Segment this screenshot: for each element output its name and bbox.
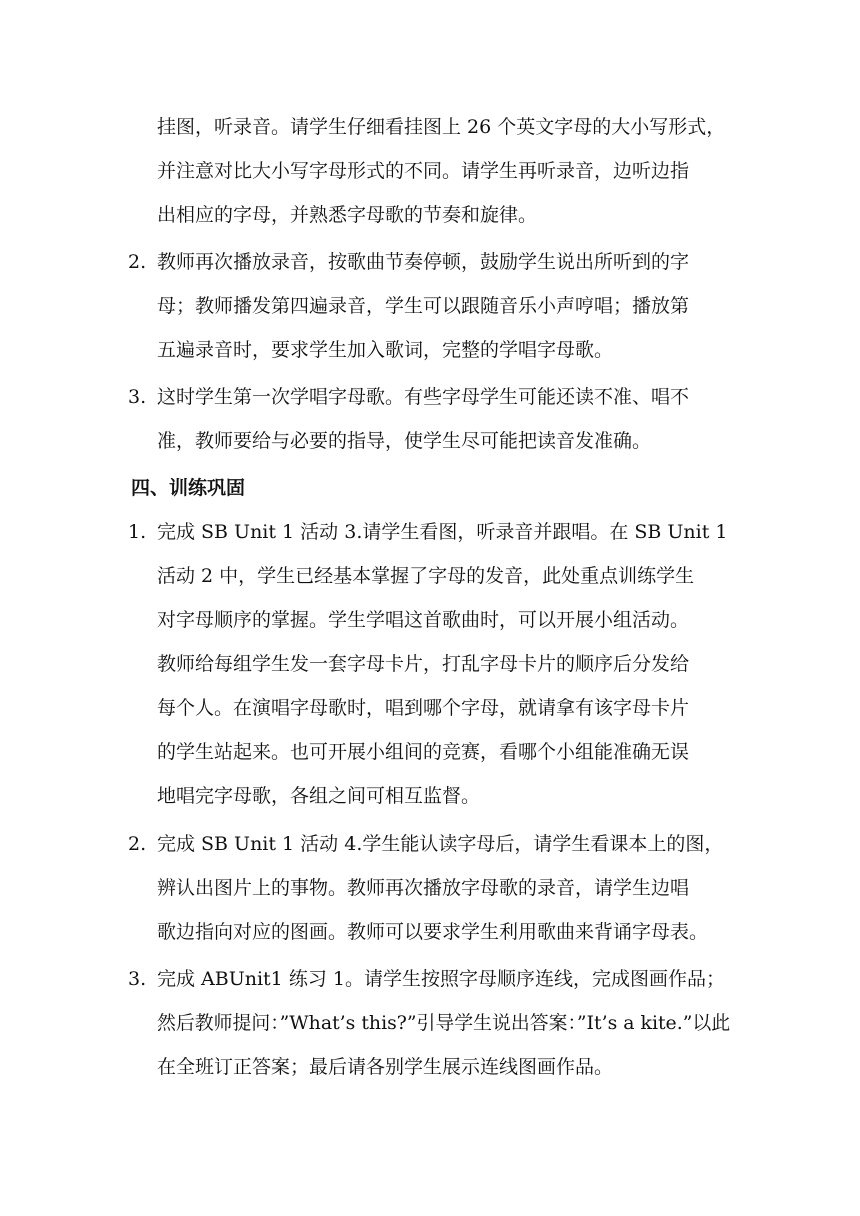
intro-line-3: 出相应的字母，并熟悉字母歌的节奏和旋律。	[157, 204, 538, 226]
list-item-line: 教师再次播放录音，按歌曲节奏停顿，鼓励学生说出所听到的字	[157, 251, 690, 273]
list-item-line: 完成 ABUnit1 练习 1。请学生按照字母顺序连线，完成图画作品；	[157, 968, 725, 990]
list-item-line: 母；教师播发第四遍录音，学生可以跟随音乐小声哼唱；播放第	[157, 295, 690, 317]
list-item-line: 对字母顺序的掌握。学生学唱这首歌曲时，可以开展小组活动。	[157, 609, 690, 631]
section-heading: 四、训练巩固	[131, 477, 246, 499]
list-item-line: 完成 SB Unit 1 活动 3.请学生看图，听录音并跟唱。在 SB Unit 1	[157, 521, 728, 543]
list-item-number: 3.	[128, 968, 147, 990]
list-item-number: 2.	[128, 833, 147, 855]
list-item-number: 1.	[128, 521, 147, 543]
intro-line-2: 并注意对比大小写字母形式的不同。请学生再听录音，边听边指	[157, 160, 690, 182]
list-item-line: 每个人。在演唱字母歌时，唱到哪个字母，就请拿有该字母卡片	[157, 697, 690, 719]
list-item-line: 歌边指向对应的图画。教师可以要求学生利用歌曲来背诵字母表。	[157, 921, 709, 943]
list-item-line: 完成 SB Unit 1 活动 4.学生能认读字母后，请学生看课本上的图，	[157, 833, 724, 855]
list-item-line: 准，教师要给与必要的指导，使学生尽可能把读音发准确。	[157, 430, 652, 452]
list-item-number: 3.	[128, 386, 147, 408]
list-item-number: 2.	[128, 251, 147, 273]
list-item-line: 活动 2 中，学生已经基本掌握了字母的发音，此处重点训练学生	[157, 565, 695, 587]
list-item-line: 的学生站起来。也可开展小组间的竞赛，看哪个小组能准确无误	[157, 741, 690, 763]
list-item-line: 五遍录音时，要求学生加入歌词，完整的学唱字母歌。	[157, 339, 614, 361]
list-item-line: 在全班订正答案；最后请各别学生展示连线图画作品。	[157, 1056, 614, 1078]
list-item-line: 辨认出图片上的事物。教师再次播放字母歌的录音，请学生边唱	[157, 877, 690, 899]
list-item-line: 然后教师提问：”What’s this?”引导学生说出答案：”It’s a kite.”以此	[157, 1012, 731, 1034]
intro-line-1: 挂图，听录音。请学生仔细看挂图上 26 个英文字母的大小写形式，	[157, 116, 726, 138]
list-item-line: 这时学生第一次学唱字母歌。有些字母学生可能还读不准、唱不	[157, 386, 690, 408]
list-item-line: 教师给每组学生发一套字母卡片，打乱字母卡片的顺序后分发给	[157, 653, 690, 675]
list-item-line: 地唱完字母歌，各组之间可相互监督。	[157, 785, 481, 807]
